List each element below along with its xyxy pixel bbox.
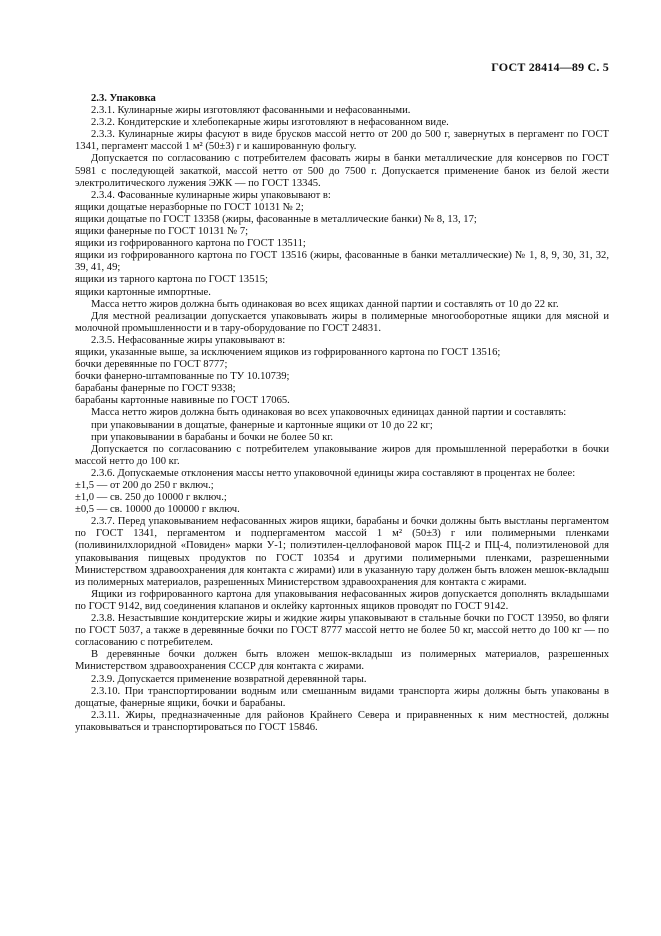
- paragraph: Для местной реализации допускается упаковывать жиры в полимерные многооборотные ящики для мясной и молочной промышленности и в тару-оборудование по ГОСТ 24831.: [75, 310, 609, 334]
- page-header: ГОСТ 28414—89 С. 5: [491, 60, 609, 74]
- paragraph: В деревянные бочки должен быть вложен мешок-вкладыш из полимерных материалов, разрешенных Министерством здравоохранения СССР для контакта с жирами.: [75, 649, 609, 673]
- paragraph: Масса нетто жиров должна быть одинаковая во всех упаковочных единицах данной партии и составлять:: [91, 407, 567, 419]
- list-item: ящики, указанные выше, за исключением ящиков из гофрированного картона по ГОСТ 13516;: [75, 346, 501, 358]
- paragraph: Ящики из гофрированного картона для упаковывания нефасованных жиров допускается дополнять вкладышами по ГОСТ 9142, вид соединения клапанов и оклейку картонных ящиков проводят по ГОСТ 9142.: [75, 588, 609, 612]
- list-item: бочки деревянные по ГОСТ 8777;: [75, 359, 228, 371]
- paragraph: 2.3.11. Жиры, предназначенные для районов Крайнего Севера и приравненных к ним местностей, должны упаковываться и транспортироваться по ГОСТ 15846.: [75, 709, 609, 733]
- list-item: ±0,5 — св. 10000 до 100000 г включ.: [75, 504, 240, 516]
- list-item: ящики дощатые неразборные по ГОСТ 10131 № 2;: [75, 201, 304, 213]
- list-item: ящики дощатые по ГОСТ 13358 (жиры, фасованные в металлические банки) № 8, 13, 17;: [75, 213, 477, 225]
- list-item: ящики из гофрированного картона по ГОСТ 13516 (жиры, фасованные в банки металлические) № 1, 8, 9, 30, 31, 32, 39, 41, 49;: [75, 250, 609, 274]
- list-item: ящики фанерные по ГОСТ 10131 № 7;: [75, 226, 249, 238]
- list-item: ±1,5 — от 200 до 250 г включ.;: [75, 480, 214, 491]
- paragraph: 2.3.5. Нефасованные жиры упаковывают в:: [91, 334, 286, 346]
- list-item: ящики картонные импортные.: [75, 286, 211, 298]
- paragraph: при упаковывании в барабаны и бочки не более 50 кг.: [91, 431, 334, 443]
- document-body: [75, 93, 609, 734]
- paragraph: Масса нетто жиров должна быть одинаковая во всех ящиках данной партии и составлять от 10 до 22 кг.: [91, 298, 559, 310]
- paragraph: Допускается по согласованию с потребителем фасовать жиры в банки металлические для консервов по ГОСТ 5981 с последующей закаткой, массой нетто от 500 до 7500 г. Допускается применение банок из белой жести электролитического лужения ЭЖК — по ГОСТ 13345.: [75, 153, 609, 189]
- list-item: барабаны фанерные по ГОСТ 9338;: [75, 383, 236, 395]
- list-item: ±1,0 — св. 250 до 10000 г включ.;: [75, 492, 227, 504]
- paragraph: 2.3.2. Кондитерские и хлебопекарные жиры изготовляют в нефасованном виде.: [91, 117, 449, 129]
- paragraph: 2.3.1. Кулинарные жиры изготовляют фасованными и нефасованными.: [91, 105, 411, 117]
- paragraph: 2.3.4. Фасованные кулинарные жиры упаковывают в:: [91, 189, 331, 201]
- list-item: ящики из гофрированного картона по ГОСТ 13511;: [75, 238, 306, 250]
- paragraph: Допускается по согласованию с потребителем упаковывание жиров для промышленной переработки в бочки массой нетто до 100 кг.: [75, 443, 609, 467]
- list-item: бочки фанерно-штампованные по ТУ 10.10739;: [75, 371, 290, 383]
- paragraph: 2.3.9. Допускается применение возвратной деревянной тары.: [91, 673, 367, 685]
- list-item: ящики из тарного картона по ГОСТ 13515;: [75, 274, 268, 286]
- paragraph: 2.3.3. Кулинарные жиры фасуют в виде брусков массой нетто от 200 до 500 г, завернутых в пергамент по ГОСТ 1341, пергамент массой 1 м² (50±3) г и кашированную фольгу.: [75, 129, 609, 153]
- paragraph: 2.3.7. Перед упаковыванием нефасованных жиров ящики, барабаны и бочки должны быть выстланы пергаментом по ГОСТ 1341, пергаментом и подпергаментом массой 1 м² (50±3) г или полимерными пленками (поливинилхлоридной «Повиден» марки У-1; полиэтилен-целлофановой марок ПЦ-2 и ПЦ-4, полиэтиленовой для упаковывания пищевых продуктов по ГОСТ 10354 и другими полимерными пленками, разрешенными Министерством здравоохранения для контакта с жирами) или в указанную тару должен быть вложен мешок-вкладыш из полимерных материалов, разрешенных Министерством здравоохранения для контакта с жирами.: [75, 516, 609, 588]
- paragraph: 2.3.6. Допускаемые отклонения массы нетто упаковочной единицы жира составляют в процентах не более:: [91, 467, 576, 479]
- paragraph: 2.3.10. При транспортировании водным или смешанным видами транспорта жиры должны быть упакованы в дощатые, фанерные ящики, бочки и барабаны.: [75, 685, 609, 709]
- section-heading: 2.3. Упаковка: [91, 93, 156, 104]
- paragraph: 2.3.8. Незастывшие кондитерские жиры и жидкие жиры упаковывают в стальные бочки по ГОСТ 13950, во фляги по ГОСТ 5037, а также в деревянные бочки по ГОСТ 8777 массой нетто не более 50 кг, массой нетто до 100 кг — по согласованию с потребителем.: [75, 613, 609, 649]
- list-item: барабаны картонные навивные по ГОСТ 17065.: [75, 395, 290, 407]
- paragraph: при упаковывании в дощатые, фанерные и картонные ящики от 10 до 22 кг;: [91, 419, 433, 431]
